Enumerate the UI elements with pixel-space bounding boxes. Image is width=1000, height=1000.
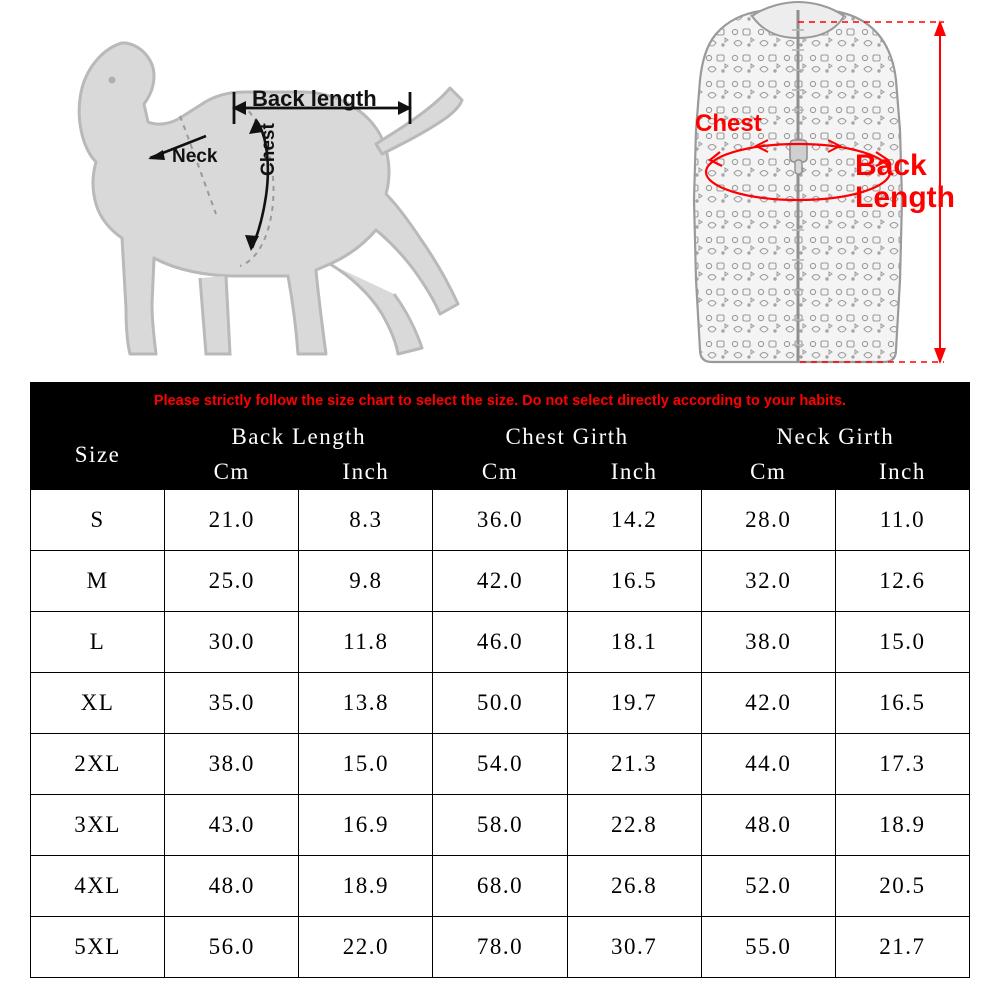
cell-neck-girth-inch: 17.3 <box>835 734 969 795</box>
cell-back-length-inch: 15.0 <box>299 734 433 795</box>
cell-neck-girth-cm: 32.0 <box>701 551 835 612</box>
cell-neck-girth-inch: 18.9 <box>835 795 969 856</box>
cell-back-length-cm: 35.0 <box>165 673 299 734</box>
cell-back-length-cm: 43.0 <box>165 795 299 856</box>
cell-back-length-inch: 11.8 <box>299 612 433 673</box>
cell-chest-girth-inch: 22.8 <box>567 795 701 856</box>
header-size: Size <box>31 420 165 490</box>
dog-neck-label: Neck <box>172 146 218 167</box>
cell-chest-girth-cm: 58.0 <box>433 795 567 856</box>
header-neck-girth: Neck Girth <box>701 420 969 455</box>
cell-neck-girth-inch: 21.7 <box>835 917 969 978</box>
cell-chest-girth-cm: 36.0 <box>433 490 567 551</box>
cell-chest-girth-cm: 42.0 <box>433 551 567 612</box>
header-chest-girth: Chest Girth <box>433 420 701 455</box>
cell-chest-girth-inch: 18.1 <box>567 612 701 673</box>
size-chart-notice: Please strictly follow the size chart to select the size. Do not select directly according to your habits. <box>31 383 970 420</box>
cell-chest-girth-inch: 21.3 <box>567 734 701 795</box>
table-group-header-row <box>31 420 970 455</box>
cell-chest-girth-cm: 68.0 <box>433 856 567 917</box>
row-size: L <box>31 612 165 673</box>
cell-neck-girth-cm: 48.0 <box>701 795 835 856</box>
vest-back-length-line2: Length <box>855 180 955 214</box>
dog-silhouette-icon <box>30 8 470 378</box>
header-back-length-cm: Cm <box>165 455 299 490</box>
cell-chest-girth-inch: 19.7 <box>567 673 701 734</box>
cell-back-length-cm: 38.0 <box>165 734 299 795</box>
cell-back-length-cm: 25.0 <box>165 551 299 612</box>
cell-back-length-cm: 48.0 <box>165 856 299 917</box>
cell-back-length-inch: 8.3 <box>299 490 433 551</box>
table-row <box>31 551 970 612</box>
table-row <box>31 612 970 673</box>
cell-chest-girth-inch: 16.5 <box>567 551 701 612</box>
vest-back-length-line1: Back <box>855 149 927 182</box>
row-size: 4XL <box>31 856 165 917</box>
table-row <box>31 673 970 734</box>
header-chest-girth-inch: Inch <box>567 455 701 490</box>
cell-neck-girth-cm: 42.0 <box>701 673 835 734</box>
row-size: 3XL <box>31 795 165 856</box>
cell-chest-girth-cm: 78.0 <box>433 917 567 978</box>
cell-chest-girth-cm: 46.0 <box>433 612 567 673</box>
cell-back-length-cm: 56.0 <box>165 917 299 978</box>
cell-chest-girth-inch: 30.7 <box>567 917 701 978</box>
cell-back-length-inch: 13.8 <box>299 673 433 734</box>
header-chest-girth-cm: Cm <box>433 455 567 490</box>
cell-chest-girth-cm: 54.0 <box>433 734 567 795</box>
table-row <box>31 917 970 978</box>
table-row <box>31 734 970 795</box>
row-size: 5XL <box>31 917 165 978</box>
cell-neck-girth-cm: 28.0 <box>701 490 835 551</box>
cell-back-length-inch: 22.0 <box>299 917 433 978</box>
cell-neck-girth-inch: 11.0 <box>835 490 969 551</box>
cell-back-length-inch: 9.8 <box>299 551 433 612</box>
cell-neck-girth-cm: 38.0 <box>701 612 835 673</box>
cell-neck-girth-inch: 16.5 <box>835 673 969 734</box>
cell-chest-girth-inch: 26.8 <box>567 856 701 917</box>
cell-neck-girth-cm: 55.0 <box>701 917 835 978</box>
cell-neck-girth-cm: 44.0 <box>701 734 835 795</box>
cell-back-length-inch: 18.9 <box>299 856 433 917</box>
cell-neck-girth-inch: 15.0 <box>835 612 969 673</box>
illustration-area <box>0 0 1000 382</box>
row-size: M <box>31 551 165 612</box>
cell-neck-girth-inch: 20.5 <box>835 856 969 917</box>
cell-back-length-cm: 21.0 <box>165 490 299 551</box>
row-size: S <box>31 490 165 551</box>
cell-neck-girth-inch: 12.6 <box>835 551 969 612</box>
cell-chest-girth-inch: 14.2 <box>567 490 701 551</box>
cell-back-length-inch: 16.9 <box>299 795 433 856</box>
row-size: XL <box>31 673 165 734</box>
size-chart-table <box>30 382 970 978</box>
header-neck-girth-cm: Cm <box>701 455 835 490</box>
cell-back-length-cm: 30.0 <box>165 612 299 673</box>
header-neck-girth-inch: Inch <box>835 455 969 490</box>
vest-chest-label: Chest <box>695 110 762 137</box>
table-row <box>31 856 970 917</box>
dog-chest-label: Chest <box>258 123 279 176</box>
table-row <box>31 490 970 551</box>
row-size: 2XL <box>31 734 165 795</box>
cell-chest-girth-cm: 50.0 <box>433 673 567 734</box>
cell-neck-girth-cm: 52.0 <box>701 856 835 917</box>
vest-back-length-label <box>855 150 955 213</box>
dog-back-length-label: Back length <box>252 86 377 111</box>
dog-measurement-diagram <box>30 8 470 378</box>
header-back-length-inch: Inch <box>299 455 433 490</box>
header-back-length: Back Length <box>165 420 433 455</box>
table-row <box>31 795 970 856</box>
size-chart-notice-row <box>31 383 970 420</box>
vest-measurement-diagram <box>600 0 1000 382</box>
table-unit-header-row <box>31 455 970 490</box>
